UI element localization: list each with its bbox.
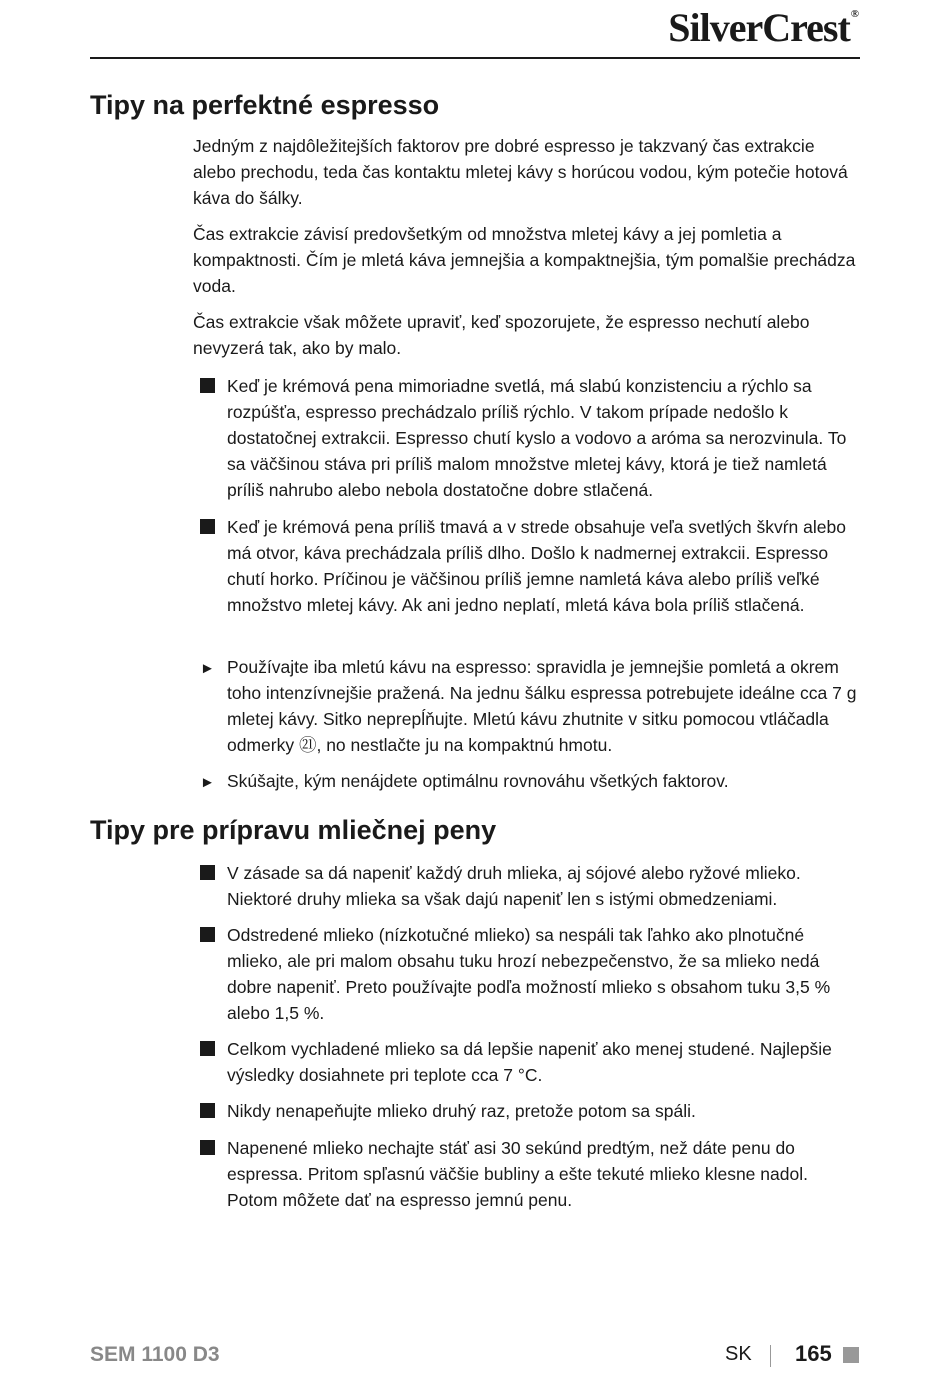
list-item — [200, 373, 862, 503]
square-bullet-icon — [200, 373, 220, 400]
brand-name: SilverCrest — [668, 5, 850, 50]
paragraph: Čas extrakcie závisí predovšetkým od množstva mletej kávy a jej pomletia a kompaktnosti. Čím je mletá káva jemnejšia a kompaktnejšia, tým pomalšie prechádza voda. — [193, 224, 856, 296]
square-bullet-icon — [200, 1098, 220, 1125]
header-rule — [90, 57, 860, 59]
list-item — [200, 1098, 862, 1124]
list-item-text: Skúšajte, kým nenájdete optimálnu rovnováhu všetkých faktorov. — [227, 771, 729, 791]
list-item — [200, 654, 862, 758]
list-item-text: Nikdy nenapeňujte mlieko druhý raz, pretože potom sa spáli. — [227, 1101, 696, 1121]
language-code: SK — [725, 1343, 752, 1365]
registered-mark: ® — [850, 8, 858, 20]
list-item-text: Napenené mlieko nechajte stáť asi 30 sekúnd predtým, než dáte penu do espressa. Pritom spľasnú väčšie bubliny a ešte tekuté mlieko klesne nadol. Potom môžete dať na espresso jemnú penu. — [227, 1138, 808, 1210]
list-item — [200, 768, 862, 794]
list-item-text: Keď je krémová pena mimoriadne svetlá, má slabú konzistenciu a rýchlo sa rozpúšťa, espresso prechádzalo príliš rýchlo. V takom prípade nedošlo k dostatočnej extrakcii. Espresso chutí kyslo a vodovo a aróma sa nerozvinula. To sa väčšinou stáva pri príliš malom množstve mletej kávy, ktorá je tiež namletá príliš nahrubo alebo nebola dostatočne dobre stlačená. — [227, 376, 847, 500]
list-item-text: Keď je krémová pena príliš tmavá a v strede obsahuje veľa svetlých škvŕn alebo má otvor, káva prechádzala príliš dlho. Došlo k nadmernej extrakcii. Espresso chutí horko. Príčinou je väčšinou príliš jemne namletá káva alebo príliš veľké množstvo mletej kávy. Ak ani jedno neplatí, mletá káva bola príliš stlačená. — [227, 517, 846, 615]
square-bullet-icon — [200, 514, 220, 541]
list-item-text: Celkom vychladené mlieko sa dá lepšie napeniť ako menej studené. Najlepšie výsledky dosiahnete pri teplote cca 7 °C. — [227, 1039, 832, 1085]
section-title-milk-foam: Tipy pre prípravu mliečnej peny — [90, 815, 497, 845]
list-item-text: V zásade sa dá napeniť každý druh mlieka, aj sójové alebo ryžové mlieko. Niektoré druhy mlieka sa však dajú napeniť len s istými obmedzeniami. — [227, 863, 801, 909]
list-item — [200, 922, 862, 1026]
square-marker-icon — [843, 1347, 859, 1363]
square-bullet-icon — [200, 1135, 220, 1162]
brand-logo — [668, 4, 858, 51]
page-number: 165 — [795, 1341, 832, 1366]
square-bullet-icon — [200, 1036, 220, 1063]
list-item — [200, 1135, 862, 1213]
paragraph: Čas extrakcie však môžete upraviť, keď spozorujete, že espresso nechutí alebo nevyzerá tak, ako by malo. — [193, 312, 810, 358]
section-title-espresso: Tipy na perfektné espresso — [90, 90, 440, 120]
list-item-text: Odstredené mlieko (nízkotučné mlieko) sa nespáli tak ľahko ako plnotučné mlieko, ale pri malom obsahu tuku hrozí nebezpečenstvo, že sa mlieko nedá dobre napeniť. Preto používajte podľa možností mlieko s obsahom tuku 3,5 % alebo 1,5 %. — [227, 925, 831, 1023]
list-item — [200, 1036, 862, 1088]
footer-divider — [770, 1345, 771, 1367]
model-number: SEM 1100 D3 — [90, 1343, 220, 1366]
paragraph: Jedným z najdôležitejších faktorov pre dobré espresso je takzvaný čas extrakcie alebo prechodu, teda čas kontaktu mletej kávy s horúcou vodou, kým potečie hotová káva do šálky. — [193, 136, 848, 208]
arrow-bullet-icon: ► — [200, 660, 215, 677]
list-item-text: Používajte iba mletú kávu na espresso: spravidla je jemnejšie pomletá a okrem toho intenzívnejšie pražená. Na jednu šálku espressa potrebujete ideálne cca 7 g mletej kávy. Sitko neprepĺňujte. Mletú kávu zhutnite v sitku pomocou vtláčadla odmerky ㉑, no nestlačte ju na kompaktnú hmotu. — [227, 657, 857, 755]
list-item — [200, 860, 862, 912]
list-item — [200, 514, 862, 618]
arrow-bullet-icon: ► — [200, 774, 215, 791]
square-bullet-icon — [200, 922, 220, 949]
square-bullet-icon — [200, 860, 220, 887]
